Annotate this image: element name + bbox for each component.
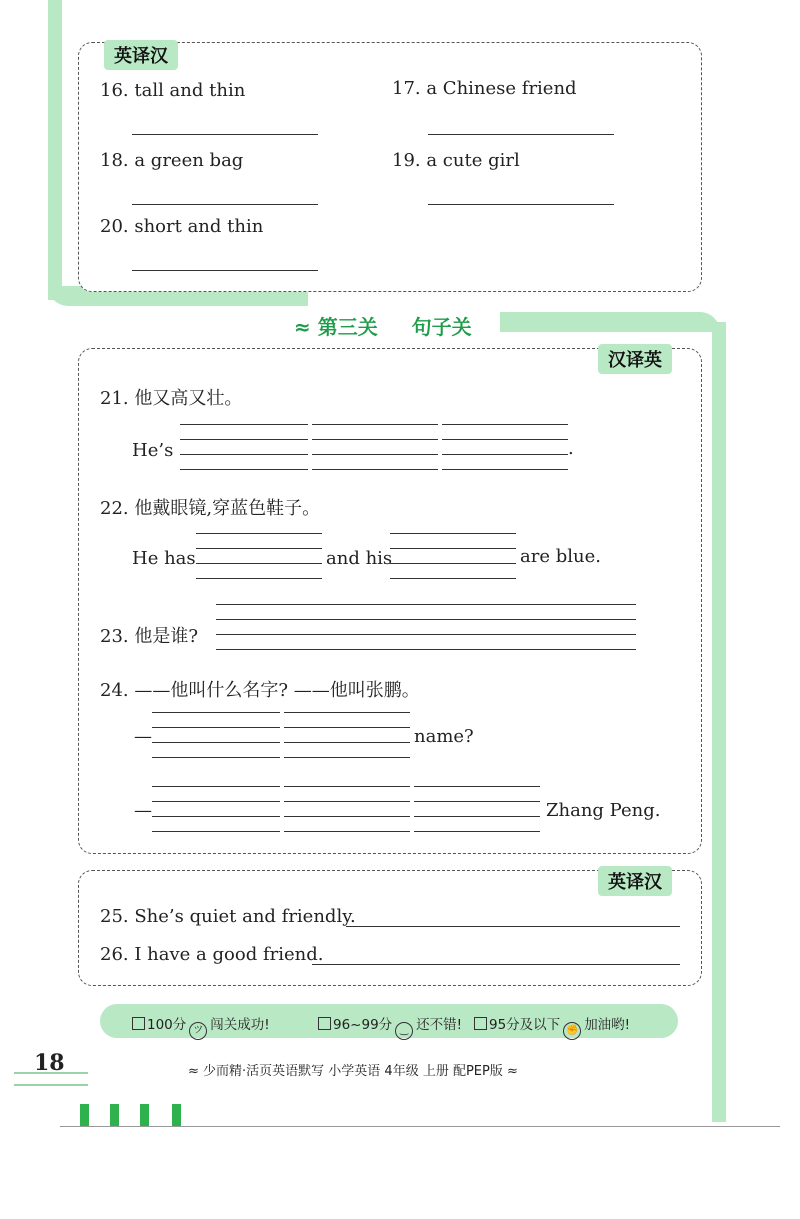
four-line-grid[interactable] (390, 533, 516, 579)
dash: — (134, 726, 152, 747)
face-icon: ツ (189, 1022, 207, 1040)
decorative-green-border (712, 322, 726, 1122)
answer-line[interactable] (312, 964, 680, 965)
answer-line[interactable] (346, 926, 680, 927)
four-line-grid[interactable] (152, 712, 280, 758)
wave-icon: ≈ (294, 315, 311, 339)
sentence-end: are blue. (520, 546, 601, 567)
question-18: 18. a green bag (100, 150, 244, 171)
score-label: 95分及以下 (489, 1017, 561, 1033)
sentence-end: Zhang Peng. (546, 800, 661, 821)
section-tag: 英译汉 (104, 40, 178, 70)
smile-icon: ‿ (395, 1022, 413, 1040)
answer-line[interactable] (132, 204, 318, 205)
answer-line[interactable] (132, 134, 318, 135)
banner-title: 第三关 (317, 315, 378, 339)
tab-marker (140, 1104, 149, 1126)
question-22: 22. 他戴眼镜,穿蓝色鞋子。 (100, 498, 321, 519)
sentence-end: name? (414, 726, 474, 747)
cheer-face-icon: ✊ (563, 1022, 581, 1040)
score-remark: 还不错! (416, 1017, 463, 1033)
answer-line[interactable] (428, 134, 614, 135)
section-tag: 英译汉 (598, 866, 672, 896)
question-21: 21. 他又高又壮。 (100, 388, 243, 409)
wave-decoration (14, 1072, 88, 1086)
checkbox[interactable] (318, 1017, 331, 1030)
sentence-lead: He has (132, 548, 196, 569)
score-label: 100分 (147, 1017, 187, 1033)
four-line-grid[interactable] (216, 604, 636, 650)
tab-marker (80, 1104, 89, 1126)
score-label: 96~99分 (333, 1017, 393, 1033)
dash: — (134, 800, 152, 821)
four-line-grid[interactable] (284, 786, 410, 832)
four-line-grid[interactable] (312, 424, 438, 470)
section-tag: 汉译英 (598, 344, 672, 374)
score-remark: 闯关成功! (210, 1017, 270, 1033)
level-banner (284, 311, 482, 340)
tab-marker (172, 1104, 181, 1126)
question-26: 26. I have a good friend. (100, 944, 324, 965)
score-remark: 加油哟! (584, 1017, 631, 1033)
four-line-grid[interactable] (152, 786, 280, 832)
question-16: 16. tall and thin (100, 80, 246, 101)
question-23: 23. 他是谁? (100, 626, 198, 647)
answer-line[interactable] (132, 270, 318, 271)
question-17: 17. a Chinese friend (392, 78, 577, 99)
sentence-lead: He’s (132, 440, 174, 461)
decorative-green-border (500, 312, 720, 332)
four-line-grid[interactable] (284, 712, 410, 758)
score-option-1 (132, 1013, 270, 1040)
answer-line[interactable] (428, 204, 614, 205)
page-number: 18 (34, 1050, 65, 1076)
four-line-grid[interactable] (414, 786, 540, 832)
checkbox[interactable] (132, 1017, 145, 1030)
sentence-mid: and his (326, 548, 393, 569)
decorative-green-border (48, 0, 62, 300)
question-25: 25. She’s quiet and friendly. (100, 906, 356, 927)
footer-text: ≈ 少而精·活页英语默写 小学英语 4年级 上册 配PEP版 ≈ (188, 1064, 518, 1079)
question-24: 24. ——他叫什么名字? ——他叫张鹏。 (100, 680, 420, 701)
checkbox[interactable] (474, 1017, 487, 1030)
four-line-grid[interactable] (180, 424, 308, 470)
page-edge-line (60, 1126, 780, 1127)
tab-marker (110, 1104, 119, 1126)
banner-subtitle: 句子关 (411, 315, 472, 339)
question-20: 20. short and thin (100, 216, 264, 237)
period: . (568, 438, 574, 459)
question-19: 19. a cute girl (392, 150, 520, 171)
four-line-grid[interactable] (196, 533, 322, 579)
score-option-2 (318, 1013, 462, 1040)
score-option-3 (474, 1013, 630, 1040)
four-line-grid[interactable] (442, 424, 568, 470)
